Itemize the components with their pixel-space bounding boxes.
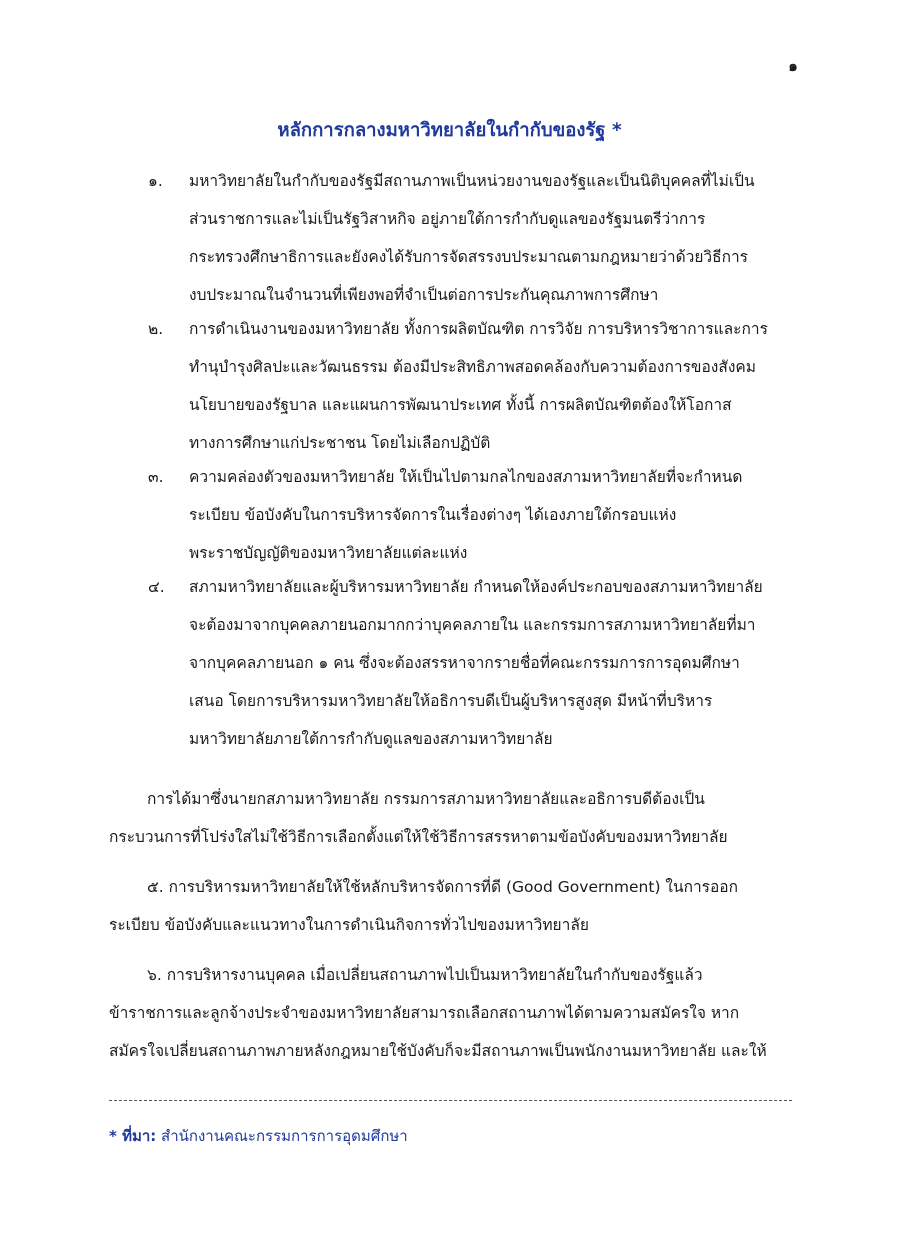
paragraph-selection — [109, 780, 799, 856]
text-line: พระราชบัญญัติของมหาวิทยาลัยแต่ละแห่ง — [189, 544, 468, 562]
text-line: มหาวิทยาลัยในกำกับของรัฐมีสถานภาพเป็นหน่วยงานของรัฐและเป็นนิติบุคคลที่ไม่เป็น — [189, 172, 755, 190]
text-line: ข้าราชการและลูกจ้างประจำของมหาวิทยาลัยสามารถเลือกสถานภาพได้ตามความสมัครใจ หาก — [109, 1004, 740, 1022]
paragraph-6 — [109, 956, 799, 1070]
text-line: ๕. การบริหารมหาวิทยาลัยให้ใช้หลักบริหารจัดการที่ดี (Good Government) ในการออก — [147, 878, 738, 896]
footnote-text: สำนักงานคณะกรรมการการอุดมศึกษา — [156, 1127, 408, 1145]
text-line: สมัครใจเปลี่ยนสถานภาพภายหลังกฎหมายใช้บังคับก็จะมีสถานภาพเป็นพนักงานมหาวิทยาลัย และให้ — [109, 1042, 767, 1060]
text-line: กระบวนการที่โปร่งใสไม่ใช้วิธีการเลือกตั้งแต่ให้ใช้วิธีการสรรหาตามข้อบังคับของมหาวิทยาลัย — [109, 828, 728, 846]
text-line: จากบุคคลภายนอก ๑ คน ซึ่งจะต้องสรรหาจากรายชื่อที่คณะกรรมการการอุดมศึกษา — [189, 654, 740, 672]
footnote — [109, 1124, 408, 1148]
page-title: หลักการกลางมหาวิทยาลัยในกำกับของรัฐ * — [277, 120, 622, 141]
text-line: ส่วนราชการและไม่เป็นรัฐวิสาหกิจ อยู่ภายใต้การกำกับดูแลของรัฐมนตรีว่าการ — [189, 210, 706, 228]
text-line: กระทรวงศึกษาธิการและยังคงได้รับการจัดสรรงบประมาณตามกฎหมายว่าด้วยวิธีการ — [189, 248, 748, 266]
item-number: ๑. — [148, 172, 163, 190]
text-line: นโยบายของรัฐบาล และแผนการพัฒนาประเทศ ทั้งนี้ การผลิตบัณฑิตต้องให้โอกาส — [189, 396, 732, 414]
footnote-label: * ที่มา: — [109, 1127, 157, 1145]
text-line: ระเบียบ ข้อบังคับในการบริหารจัดการในเรื่องต่างๆ ได้เองภายใต้กรอบแห่ง — [189, 506, 677, 524]
text-line: ๖. การบริหารงานบุคคล เมื่อเปลี่ยนสถานภาพไปเป็นมหาวิทยาลัยในกำกับของรัฐแล้ว — [147, 966, 703, 984]
item-text — [189, 458, 799, 572]
text-line: ทำนุบำรุงศิลปะและวัฒนธรรม ต้องมีประสิทธิภาพสอดคล้องกับความต้องการของสังคม — [189, 358, 756, 376]
text-line: ความคล่องตัวของมหาวิทยาลัย ให้เป็นไปตามกลไกของสภามหาวิทยาลัยที่จะกำหนด — [189, 468, 743, 486]
item-number: ๔. — [148, 578, 165, 596]
text-line: การดำเนินงานของมหาวิทยาลัย ทั้งการผลิตบัณฑิต การวิจัย การบริหารวิชาการและการ — [189, 320, 768, 338]
item-text — [189, 310, 799, 462]
item-text — [189, 162, 799, 314]
footnote-divider — [109, 1100, 792, 1101]
text-line: เสนอ โดยการบริหารมหาวิทยาลัยให้อธิการบดีเป็นผู้บริหารสูงสุด มีหน้าที่บริหาร — [189, 692, 713, 710]
item-number: ๒. — [148, 320, 164, 338]
text-line: มหาวิทยาลัยภายใต้การกำกับดูแลของสภามหาวิทยาลัย — [189, 730, 553, 748]
text-line: สภามหาวิทยาลัยและผู้บริหารมหาวิทยาลัย กำหนดให้องค์ประกอบของสภามหาวิทยาลัย — [189, 578, 763, 596]
item-text — [189, 568, 799, 758]
item-number: ๓. — [148, 468, 164, 486]
paragraph-5 — [109, 868, 799, 944]
text-line: การได้มาซึ่งนายกสภามหาวิทยาลัย กรรมการสภามหาวิทยาลัยและอธิการบดีต้องเป็น — [147, 790, 705, 808]
page-number: ๑ — [788, 57, 798, 75]
text-line: จะต้องมาจากบุคคลภายนอกมากกว่าบุคคลภายใน และกรรมการสภามหาวิทยาลัยที่มา — [189, 616, 756, 634]
text-line: งบประมาณในจำนวนที่เพียงพอที่จำเป็นต่อการประกันคุณภาพการศึกษา — [189, 286, 659, 304]
text-line: ทางการศึกษาแก่ประชาชน โดยไม่เลือกปฏิบัติ — [189, 434, 491, 452]
text-line: ระเบียบ ข้อบังคับและแนวทางในการดำเนินกิจการทั่วไปของมหาวิทยาลัย — [109, 916, 589, 934]
